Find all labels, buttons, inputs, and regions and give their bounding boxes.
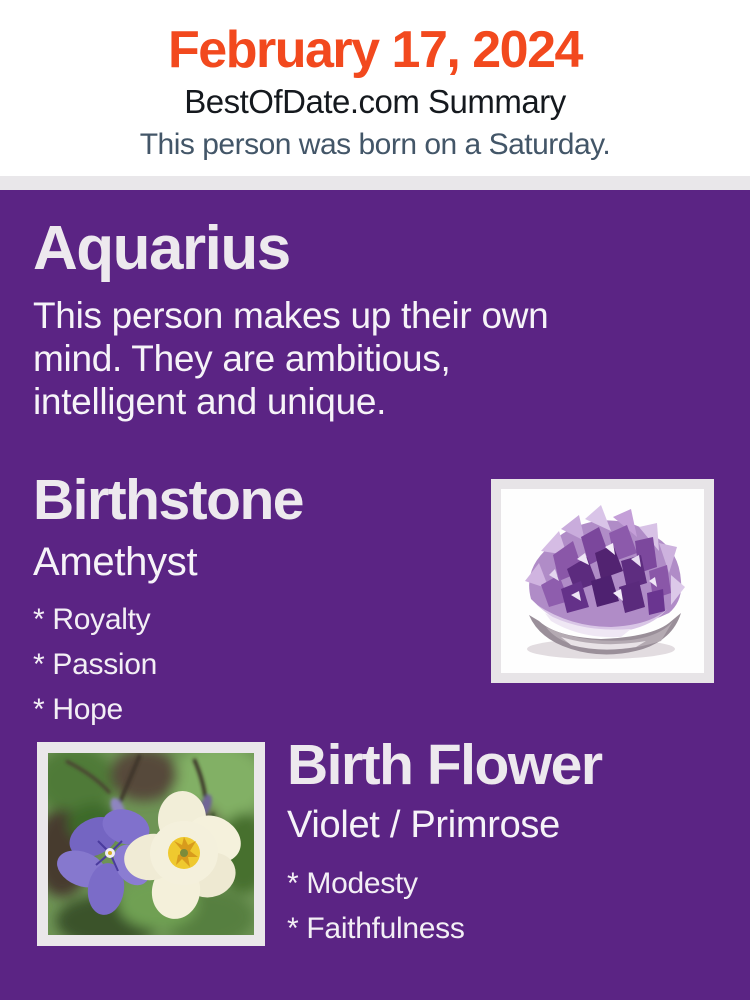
- header: [0, 0, 750, 176]
- zodiac-sign-title: Aquarius: [33, 214, 290, 283]
- birthstone-heading: Birthstone: [33, 468, 303, 532]
- site-subtitle: BestOfDate.com Summary: [184, 83, 566, 121]
- birth-flower-trait: * Modesty: [287, 866, 418, 900]
- birthstone-trait: * Passion: [33, 647, 158, 681]
- birthstone-name: Amethyst: [33, 539, 198, 584]
- amethyst-illustration: [501, 489, 704, 673]
- zodiac-description-line: This person makes up their own: [33, 295, 549, 336]
- zodiac-description-line: mind. They are ambitious,: [33, 338, 451, 379]
- flower-illustration: [48, 753, 254, 935]
- birthstone-trait: * Royalty: [33, 602, 151, 636]
- amethyst-photo: [491, 479, 714, 683]
- date-title: February 17, 2024: [168, 21, 582, 79]
- birth-flower-section: [287, 733, 602, 951]
- birth-flower-trait: * Faithfulness: [287, 911, 465, 945]
- zodiac-description-line: intelligent and unique.: [33, 381, 387, 422]
- day-of-week-note: This person was born on a Saturday.: [139, 128, 611, 162]
- zodiac-description: [33, 294, 548, 423]
- birth-flower-heading: Birth Flower: [287, 733, 602, 797]
- birth-flower-name: Violet / Primrose: [287, 803, 560, 846]
- summary-body: [0, 190, 750, 1000]
- birth-flower-traits: [287, 861, 602, 951]
- birthstone-section: [33, 468, 303, 732]
- header-divider: [0, 176, 750, 190]
- birthstone-trait: * Hope: [33, 692, 123, 726]
- violet-primrose-photo: [37, 742, 265, 946]
- birthstone-traits: [33, 597, 303, 732]
